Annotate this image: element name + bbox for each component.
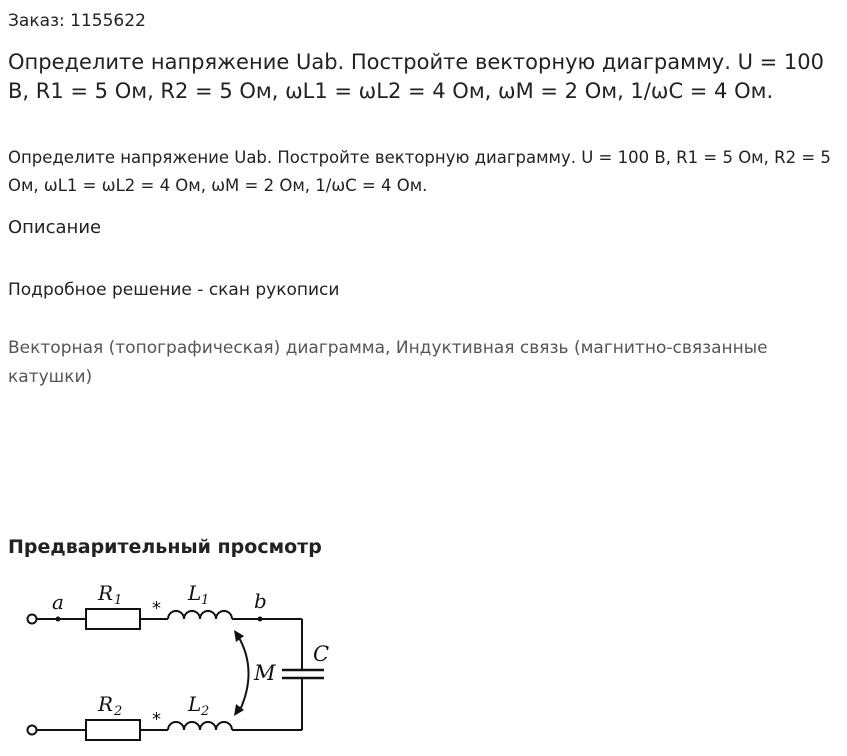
- label-c: C: [313, 642, 330, 666]
- description-label: Описание: [8, 217, 102, 238]
- order-number: Заказ: 1155622: [8, 11, 146, 31]
- label-r2-sub: 2: [114, 704, 123, 719]
- problem-text: Определите напряжение Uab. Постройте векторную диаграмму. U = 100 В, R1 = 5 Ом, R2 = 5 Ом, ωL1 = ωL2 = 4 Ом, ωM = 2 Ом, 1/ωC = 4 Ом.: [8, 148, 831, 195]
- inductor-l1: [168, 611, 232, 619]
- arrow-head-top: [234, 630, 244, 642]
- label-l2-sub: 2: [201, 704, 210, 719]
- circuit-preview-image: [0, 570, 360, 756]
- node-a-dot: [56, 617, 61, 622]
- label-l1-sub: 1: [201, 593, 210, 608]
- preview-heading: Предварительный просмотр: [8, 536, 322, 558]
- terminal-bottom: [28, 726, 37, 735]
- terminal-a: [28, 615, 37, 624]
- label-r1: R: [98, 581, 114, 605]
- label-m: M: [254, 661, 276, 685]
- inductor-l2: [168, 722, 232, 730]
- circuit-diagram: [0, 570, 360, 756]
- resistor-r2: [86, 720, 140, 740]
- label-r1-sub: 1: [114, 593, 123, 608]
- node-b-dot: [258, 617, 263, 622]
- label-l1: L: [188, 581, 202, 605]
- solution-note: Подробное решение - скан рукописи: [8, 280, 340, 300]
- label-star-2: *: [152, 709, 161, 730]
- label-star-1: *: [152, 598, 161, 619]
- topic-tags: Векторная (топографическая) диаграмма, Индуктивная связь (магнитно-связанные катушки): [8, 338, 768, 387]
- label-b: b: [254, 589, 267, 613]
- label-r2: R: [98, 692, 114, 716]
- mutual-inductance-arc: [238, 636, 249, 710]
- label-a: a: [52, 590, 64, 614]
- label-l2: L: [188, 692, 202, 716]
- problem-title: Определите напряжение Uab. Постройте векторную диаграмму. U = 100 В, R1 = 5 Ом, R2 = 5 Ом, ωL1 = ωL2 = 4 Ом, ωM = 2 Ом, 1/ωC = 4 Ом.: [8, 50, 824, 103]
- resistor-r1: [86, 609, 140, 629]
